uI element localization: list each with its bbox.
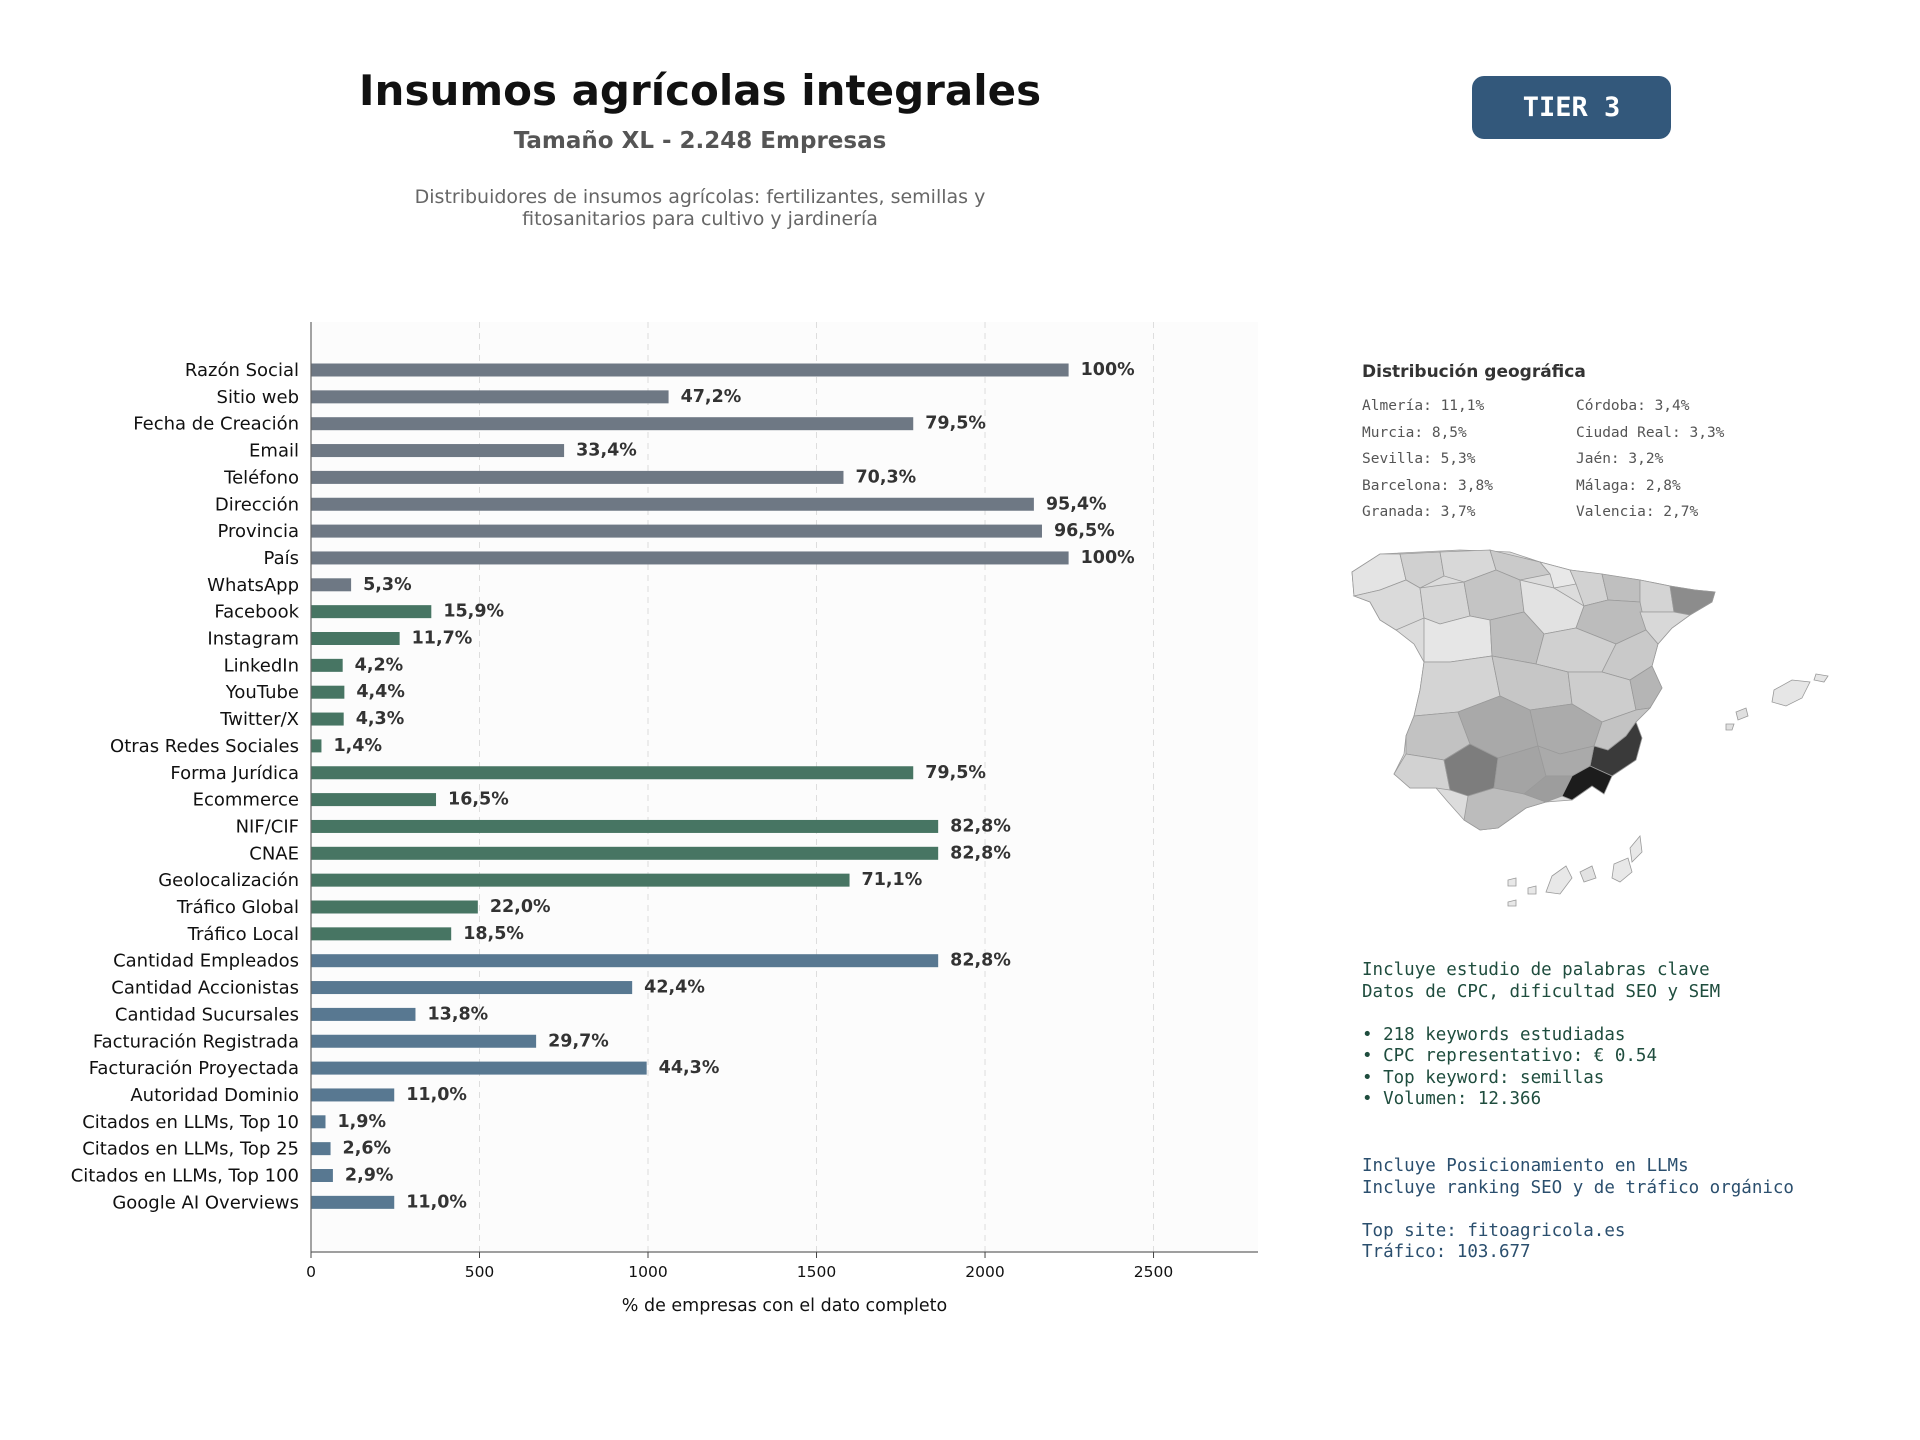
data-label: 33,4% [576, 440, 637, 461]
bar [311, 551, 1069, 564]
data-label: 100% [1080, 547, 1135, 568]
data-label: 82,8% [950, 843, 1011, 864]
tier-badge: TIER 3 [1472, 76, 1671, 139]
bar [311, 1008, 415, 1021]
data-label: 4,4% [356, 682, 405, 703]
category-label: Ecommerce [192, 789, 299, 811]
bar [311, 847, 938, 860]
bar [311, 981, 632, 994]
plot-area [311, 322, 1258, 1252]
bar [311, 739, 321, 752]
x-tick-label: 2000 [965, 1263, 1005, 1281]
x-tick-label: 1000 [628, 1263, 668, 1281]
bar [311, 605, 431, 618]
data-label: 71,1% [861, 870, 923, 891]
category-label: Email [249, 440, 299, 462]
data-label: 82,8% [950, 950, 1011, 971]
category-label: Citados en LLMs, Top 10 [82, 1111, 299, 1133]
data-label: 82,8% [950, 816, 1011, 837]
bar [311, 364, 1069, 377]
category-label: Tráfico Global [176, 897, 299, 918]
geo-item: Córdoba: 3,4% [1576, 398, 1690, 414]
geo-item: Sevilla: 5,3% [1362, 451, 1476, 467]
data-label: 4,2% [354, 655, 404, 676]
map-region [1394, 754, 1450, 790]
map-island [1772, 680, 1810, 706]
geo-item: Barcelona: 3,8% [1362, 477, 1493, 494]
data-label: 22,0% [489, 897, 551, 917]
data-label: 13,8% [427, 1004, 489, 1025]
keywords-info [1362, 960, 1720, 1111]
x-tick-label: 2500 [1133, 1263, 1174, 1281]
category-label: YouTube [225, 682, 299, 704]
category-label: Otras Redes Sociales [110, 735, 299, 757]
category-label: Sitio web [216, 386, 299, 408]
category-label: Razón Social [184, 360, 299, 381]
bar [311, 1196, 394, 1209]
bar [311, 1088, 394, 1101]
category-label: CNAE [249, 843, 299, 865]
bar [311, 793, 436, 806]
category-label: Twitter/X [220, 709, 299, 731]
bar [311, 1062, 647, 1075]
keywords-bullet: • Top keyword: semillas [1362, 1067, 1605, 1088]
data-label: 18,5% [463, 923, 524, 944]
page-subtitle: Tamaño XL - 2.248 Empresas [513, 128, 887, 154]
map-region [1424, 616, 1492, 662]
keywords-bullet: • 218 keywords estudiadas [1362, 1024, 1626, 1045]
category-label: LinkedIn [223, 655, 299, 677]
data-label: 1,4% [333, 735, 382, 756]
category-label: Facturación Registrada [92, 1031, 299, 1053]
bar [311, 927, 451, 940]
category-label: Google AI Overviews [112, 1192, 299, 1214]
page-title: Insumos agrícolas integrales [358, 66, 1042, 115]
category-label: Geolocalización [158, 870, 299, 892]
bar [311, 444, 564, 457]
geo-item: Jaén: 3,2% [1576, 451, 1664, 467]
bar [311, 632, 400, 645]
llm-line-1: Incluye Posicionamiento en LLMs [1362, 1156, 1689, 1176]
map-island [1726, 724, 1734, 730]
page-description [360, 186, 1040, 230]
bar [311, 954, 938, 967]
data-label: 2,9% [344, 1165, 394, 1186]
keywords-line-2: Datos de CPC, dificultad SEO y SEM [1362, 981, 1721, 1002]
bar [311, 1115, 325, 1128]
category-label: WhatsApp [207, 574, 299, 596]
category-label: Instagram [207, 628, 299, 650]
category-label: Facebook [214, 601, 299, 623]
bar [311, 713, 344, 726]
map-island [1736, 708, 1748, 720]
map-island [1508, 878, 1516, 886]
category-label: Facturación Proyectada [88, 1058, 299, 1080]
bar [311, 525, 1042, 538]
data-label: 44,3% [658, 1058, 720, 1079]
description-line-2: fitosanitarios para cultivo y jardinería [522, 208, 878, 230]
geo-item: Granada: 3,7% [1362, 504, 1476, 520]
category-label: Teléfono [224, 467, 299, 489]
bar [311, 1169, 333, 1182]
category-label: Forma Jurídica [170, 762, 299, 784]
map-island [1546, 866, 1572, 894]
top-site: Top site: fitoagricola.es [1362, 1220, 1626, 1241]
bar [311, 471, 843, 484]
category-label: Dirección [214, 494, 299, 516]
spain-province-map [1340, 540, 1860, 910]
data-label: 79,5% [925, 762, 986, 783]
bar [311, 686, 344, 699]
data-label: 11,7% [411, 628, 473, 649]
category-label: Cantidad Accionistas [111, 977, 299, 999]
category-label: Autoridad Dominio [130, 1084, 299, 1106]
category-label: NIF/CIF [235, 816, 299, 838]
map-region [1670, 586, 1715, 615]
data-label: 4,3% [355, 709, 405, 730]
geo-item: Ciudad Real: 3,3% [1576, 424, 1725, 441]
data-label: 47,2% [680, 386, 742, 407]
bar [311, 578, 351, 591]
data-label: 11,0% [406, 1084, 467, 1105]
map-island [1630, 836, 1642, 862]
bar [311, 1035, 536, 1048]
map-region [1640, 580, 1674, 612]
data-label: 1,9% [337, 1111, 387, 1132]
llm-line-2: Incluye ranking SEO y de tráfico orgánico [1362, 1177, 1794, 1198]
category-label: Tráfico Local [187, 923, 299, 945]
bar [311, 874, 850, 887]
category-label: País [263, 547, 299, 569]
bar [311, 901, 478, 914]
data-label: 95,4% [1045, 494, 1107, 515]
map-island [1612, 858, 1632, 882]
data-label: 11,0% [406, 1192, 467, 1213]
data-label: 16,5% [448, 789, 509, 810]
geo-item: Valencia: 2,7% [1576, 504, 1699, 520]
x-tick-label: 1500 [796, 1263, 837, 1281]
category-label: Provincia [217, 521, 299, 543]
top-site-traffic: Tráfico: 103.677 [1362, 1242, 1531, 1262]
map-island [1508, 900, 1516, 906]
data-label: 96,5% [1053, 521, 1115, 542]
bar [311, 766, 913, 779]
map-island [1528, 886, 1536, 894]
category-label: Cantidad Empleados [113, 950, 299, 972]
map-island [1580, 866, 1596, 882]
data-label: 100% [1080, 360, 1135, 380]
data-label: 15,9% [443, 601, 505, 622]
data-label: 79,5% [925, 413, 986, 434]
data-label: 5,3% [363, 574, 412, 595]
bar-chart [0, 300, 1290, 1350]
bar [311, 498, 1034, 511]
keywords-bullet: • CPC representativo: € 0.54 [1362, 1046, 1658, 1066]
category-label: Citados en LLMs, Top 100 [70, 1165, 299, 1187]
data-label: 42,4% [644, 977, 705, 998]
map-island [1814, 674, 1828, 682]
category-label: Fecha de Creación [133, 413, 299, 435]
x-axis-label: % de empresas con el dato completo [621, 1296, 948, 1316]
geo-distribution-title: Distribución geográfica [1362, 362, 1586, 382]
data-label: 2,6% [342, 1138, 392, 1159]
llm-info [1362, 1156, 1794, 1264]
bar [311, 820, 938, 833]
keywords-line-1: Incluye estudio de palabras clave [1362, 960, 1710, 980]
geo-item: Málaga: 2,8% [1576, 477, 1681, 494]
bar [311, 390, 669, 403]
x-tick-label: 0 [306, 1263, 316, 1281]
keywords-bullet: • Volumen: 12.366 [1362, 1089, 1542, 1109]
geo-item: Murcia: 8,5% [1362, 424, 1467, 441]
category-label: Citados en LLMs, Top 25 [82, 1138, 299, 1160]
description-line-1: Distribuidores de insumos agrícolas: fertilizantes, semillas y [414, 186, 986, 208]
data-label: 29,7% [548, 1031, 609, 1052]
bar [311, 417, 913, 430]
geo-item: Almería: 11,1% [1362, 398, 1485, 414]
bar [311, 1142, 331, 1155]
map-region [1602, 574, 1640, 602]
x-tick-label: 500 [464, 1263, 495, 1281]
bar [311, 659, 343, 672]
data-label: 70,3% [855, 467, 917, 488]
category-label: Cantidad Sucursales [114, 1004, 299, 1026]
